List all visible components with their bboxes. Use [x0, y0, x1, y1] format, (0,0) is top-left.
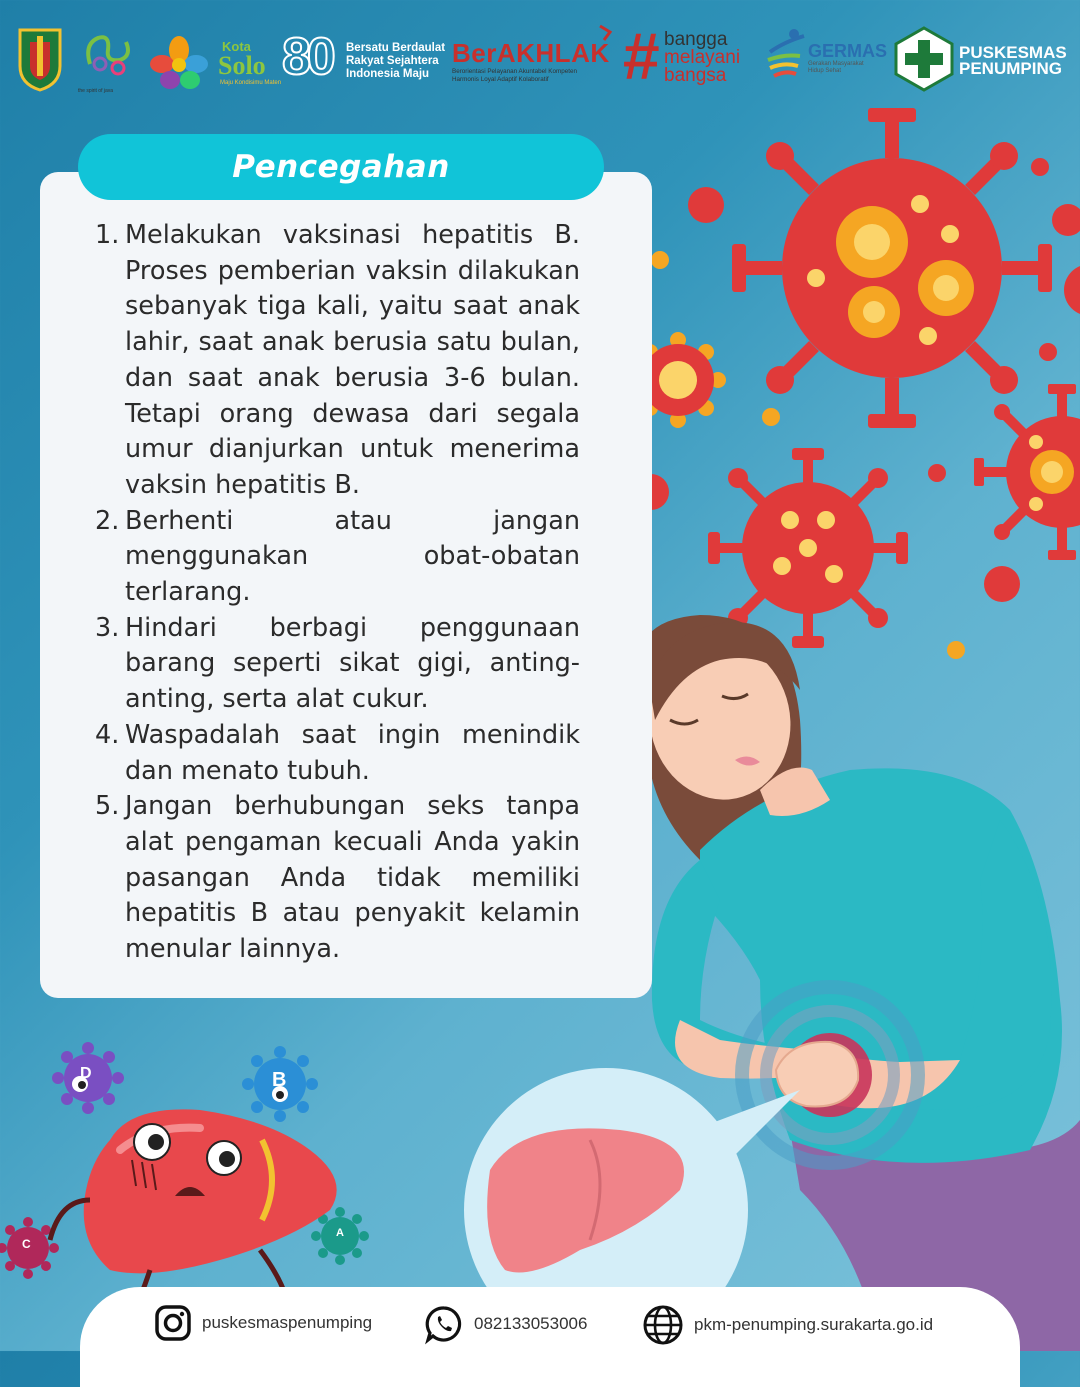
list-item-number: 2.	[95, 505, 120, 536]
puskesmas-line-1: PUSKESMAS	[959, 43, 1067, 62]
bangga-line-1: bangga	[664, 29, 728, 50]
list-item-number: 4.	[95, 719, 120, 750]
instagram-icon	[154, 1304, 192, 1342]
list-item-text: Jangan berhubungan seks tanpa alat pengaman kecuali Anda yakin pasangan Anda tidak memiliki hepatitis B atau penyakit kelamin menular lainnya.	[125, 791, 580, 965]
whatsapp-contact[interactable]	[424, 1304, 587, 1344]
germas-sub-2: Hidup Sehat	[808, 68, 842, 74]
website-contact[interactable]	[642, 1304, 933, 1346]
instagram-handle[interactable]: puskesmaspenumping	[202, 1313, 373, 1332]
puskesmas-line-2: PENUMPING	[959, 59, 1062, 78]
solo-tagline: the spirit of java	[78, 88, 114, 94]
list-item	[95, 218, 580, 504]
whatsapp-number[interactable]: 082133053006	[474, 1314, 588, 1333]
list-item-number: 5.	[95, 791, 120, 822]
globe-icon	[642, 1304, 684, 1346]
kota-solo-line1: Kota	[222, 39, 251, 54]
list-item	[95, 611, 580, 718]
list-item-text: Waspadalah saat ingin menindik dan menato tubuh.	[125, 719, 580, 786]
list-item	[95, 504, 580, 611]
list-item-text: Hindari berbagi penggunaan barang seperti sikat gigi, anting-anting, serta alat cukur.	[125, 612, 580, 715]
website-url[interactable]: pkm-penumping.surakarta.go.id	[694, 1315, 934, 1334]
list-item-text: Berhenti atau jangan menggunakan obat-obatan terlarang.	[125, 505, 580, 608]
whatsapp-icon	[424, 1304, 464, 1344]
bangga-line-2: melayani	[664, 47, 741, 68]
berakhlak-sub-1: Berorientasi Pelayanan Akuntabel Kompeten	[452, 68, 577, 75]
eighty-slogan-line-2: Rakyat Sejahtera	[346, 55, 439, 67]
list-item-number: 1.	[95, 220, 120, 250]
virus-c-letter: C	[22, 1237, 31, 1251]
instagram-contact[interactable]	[154, 1304, 372, 1342]
bangga-line-3: bangsa	[664, 65, 727, 86]
kota-solo-line2: Solo	[218, 51, 266, 80]
list-item-number: 3.	[95, 612, 120, 643]
berakhlak-sub-2: Harmonis Loyal Adaptif Kolaboratif	[452, 76, 549, 83]
virus-d-letter: D	[80, 1065, 92, 1082]
eighty-anniversary-number: 80	[282, 28, 332, 86]
berakhlak-title: BerAKHLAK	[452, 38, 610, 68]
card-title: Pencegahan	[78, 134, 604, 200]
virus-b-letter: B	[272, 1069, 287, 1091]
eighty-slogan-line-1: Bersatu Berdaulat	[346, 42, 446, 54]
list-item	[95, 789, 580, 968]
kota-solo-tagline: Maju Kondisimu Maten	[220, 80, 282, 86]
list-item-text: Melakukan vaksinasi hepatitis B. Proses pemberian vaksin dilakukan sebanyak tiga kali, yaitu saat anak lahir, saat anak berusia satu bulan, dan saat anak berusia 3-6 bulan. Tetapi orang dewasa dari segala umur dianjurkan untuk menerima vaksin hepatitis B.	[125, 220, 580, 500]
germas-sub-1: Gerakan Masyarakat	[808, 61, 864, 67]
list-item	[95, 718, 580, 789]
virus-a-letter: A	[336, 1227, 344, 1239]
prevention-list	[95, 218, 580, 968]
eighty-slogan-line-3: Indonesia Maju	[346, 68, 430, 80]
germas-title: GERMAS	[808, 41, 888, 61]
hashtag-icon: #	[622, 19, 659, 93]
